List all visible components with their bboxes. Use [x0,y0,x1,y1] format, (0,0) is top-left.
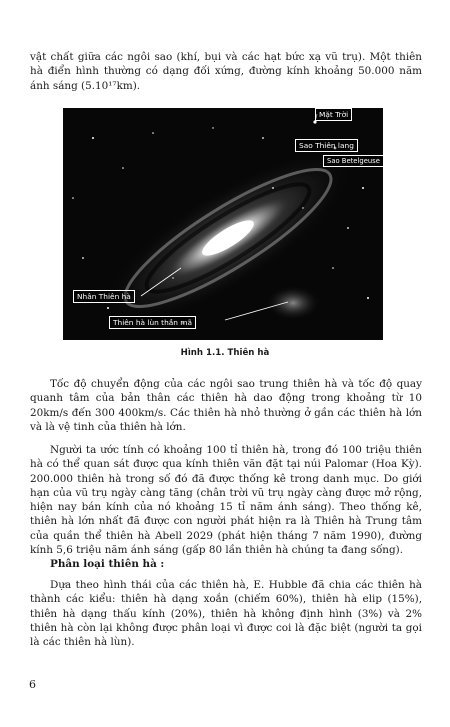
galaxy-photo [63,108,383,340]
paragraph-classification: Dựa theo hình thái của các thiên hà, E. Hubble đã chia các thiên hà thành các kiểu: thiên hà dạng xoắn (chiếm 60%), thiên hà elip (15%), thiên hà dạng thấu kính (20%), thiên hà không định hình (3%) và 2% thiên hà còn lại không được phân loại vì được coi là đặc biệt (người ta gọi là các thiên hà lùn). [30,579,422,649]
label-dwarf-galaxy: Thiên hà lùn thần mã [109,316,196,329]
label-sun: Mặt Trời [315,108,352,121]
paragraph-intro: vật chất giữa các ngôi sao (khí, bụi và các hạt bức xạ vũ trụ). Một thiên hà điển hình thường có dạng đối xứng, đường kính khoảng 50.000 năm ánh sáng (5.10¹⁷km). [30,51,422,92]
label-galaxy-nucleus: Nhân Thiên hà [73,290,135,303]
figure-caption: Hình 1.1. Thiên hà [180,348,270,358]
label-betelgeuse: Sao Betelgeuse [323,155,383,167]
section-heading-classification: Phân loại thiên hà : [50,558,165,570]
label-sirius: Sao Thiên lang [295,139,358,152]
page-number: 6 [29,678,36,691]
paragraph-speed: Tốc độ chuyển động của các ngôi sao trung thiên hà và tốc độ quay quanh tâm của bản thân các thiên hà dao động trong khoảng từ 10 20km/s đến 300 400km/s. Các thiên hà nhỏ thường ở gần các thiên hà lớn và là vệ tinh của thiên hà lớn. [30,378,422,433]
paragraph-count: Người ta ước tính có khoảng 100 tỉ thiên hà, trong đó 100 triệu thiên hà có thể quan sát được qua kính thiên văn đặt tại núi Palomar (Hoa Kỳ). 200.000 thiên hà trong số đó đã được thống kê trong danh mục. Do giới hạn của vũ trụ ngày càng tăng (chân trời vũ trụ ngày càng được mở rộng, hiện nay bán kính của nó khoảng 15 tỉ năm ánh sáng). Theo thống kê, thiên hà lớn nhất đã được con người phát hiện ra là Thiên hà Trung tâm của quần thể thiên hà Abell 2029 (phát hiện tháng 7 năm 1990), đường kính 5,6 triệu năm ánh sáng (gấp 80 lần thiên hà chúng ta đang sống). [30,444,422,557]
